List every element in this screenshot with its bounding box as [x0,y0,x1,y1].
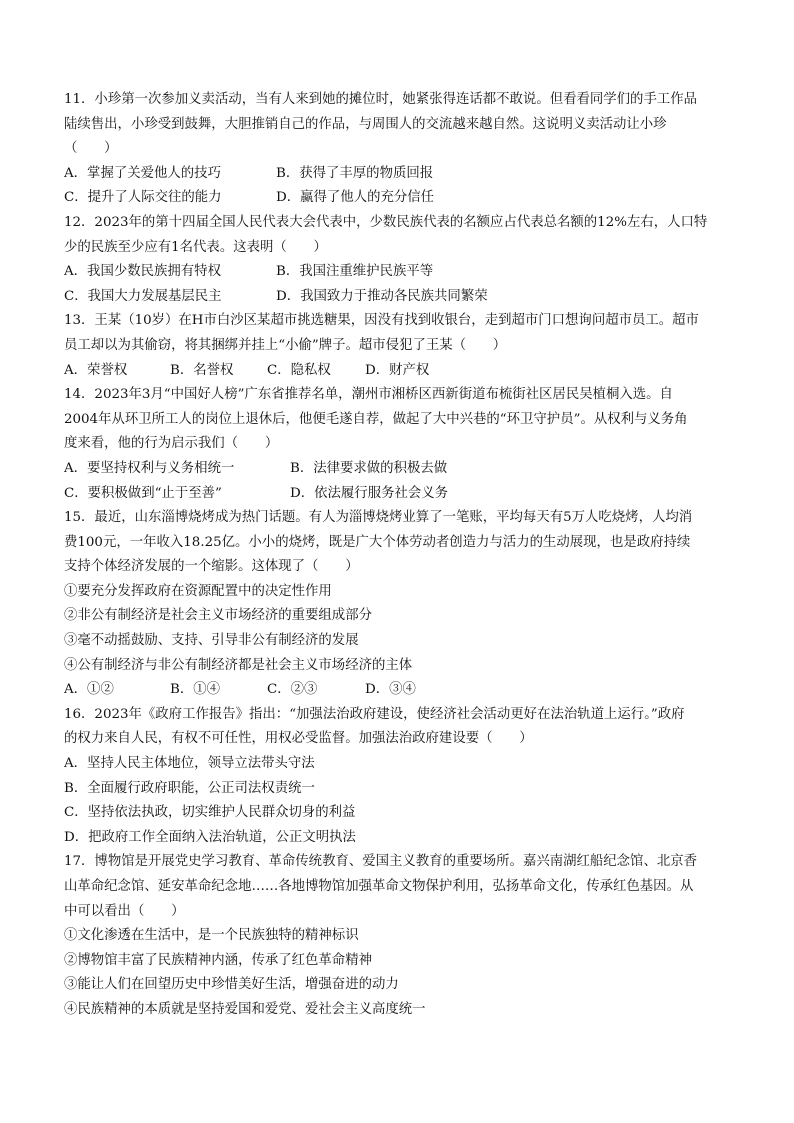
option-c[interactable]: C．②③ [267,682,318,698]
question-14-line-3: 度来看，他的行为启示我们（ ） [64,436,279,452]
option-b[interactable]: B．①④ [170,682,221,698]
question-14-options-row-2 [64,482,728,507]
option-d[interactable]: D．把政府工作全面纳入法治轨道，公正文明执法 [64,829,356,845]
question-17-line-1: 17．博物馆是开展党史学习教育、革命传统教育、爱国主义教育的重要场所。嘉兴南湖红船纪念馆、北京香 [64,854,698,870]
question-16-line-2: 的权力来自人民，有权不可任性，用权必受监督。加强法治政府建设要（ ） [64,731,533,747]
question-15-statement-2: ②非公有制经济是社会主义市场经济的重要组成部分 [64,608,372,624]
question-14-line-1: 14．2023年3月“中国好人榜”广东省推荐名单，潮州市湘桥区西新街道布梳街社区居民吴植桐入选。自 [64,387,673,403]
question-11 [64,88,728,211]
option-b[interactable]: B．获得了丰厚的物质回报 [276,165,434,181]
question-14-line-2: 2004年从环卫所工人的岗位上退休后，他便毛遂自荐，做起了大中兴巷的“环卫守护员”。从权利与义务角 [64,411,688,427]
option-a[interactable]: A．掌握了关爱他人的技巧 [64,165,221,181]
question-15-line-3: 支持个体经济发展的一个缩影。这体现了（ ） [64,559,359,575]
question-15-statement-3: ③毫不动摇鼓励、支持、引导非公有制经济的发展 [64,633,359,649]
question-13-line-2: 员工却以为其偷窃，将其捆绑并挂上“小偷”牌子。超市侵犯了王某（ ） [64,337,507,353]
question-15-statement-4: ④公有制经济与非公有制经济都是社会主义市场经济的主体 [64,657,413,673]
question-11-options-row-2 [64,186,728,211]
option-a[interactable]: A．坚持人民主体地位，领导立法带头守法 [64,756,315,772]
question-12-line-1: 12．2023年的第十四届全国人民代表大会代表中，少数民族代表的名额应占代表总名额的12%左右，人口特 [64,214,708,230]
question-17-line-2: 山革命纪念馆、延安革命纪念地……各地博物馆加强革命文物保护利用，弘扬革命文化，传承红色基因。从 [64,879,694,894]
option-a[interactable]: A．我国少数民族拥有特权 [64,264,221,280]
question-14-options-row-1 [64,457,728,482]
question-12-options-row-1 [64,260,728,285]
option-a[interactable]: A．①② [64,682,114,698]
option-c[interactable]: C．提升了人际交往的能力 [64,190,222,206]
question-15-options-row [64,678,728,703]
question-14 [64,383,728,506]
option-b[interactable]: B．法律要求做的积极去做 [290,460,448,476]
option-a[interactable]: A．要坚持权利与义务相统一 [64,460,235,476]
question-12-line-2: 少的民族至少应有1名代表。这表明（ ） [64,239,327,255]
option-c[interactable]: C．坚持依法执政，切实维护人民群众切身的利益 [64,805,356,821]
question-12-options-row-2 [64,285,728,310]
option-d[interactable]: D．我国致力于推动各民族共同繁荣 [276,288,488,304]
option-b[interactable]: B．我国注重维护民族平等 [276,264,434,280]
question-17-statement-2: ②博物馆丰富了民族精神内涵，传承了红色革命精神 [64,952,372,968]
option-b[interactable]: B．名誉权 [170,362,234,378]
question-17 [64,850,728,1022]
question-list [64,88,728,1023]
option-c[interactable]: C．我国大力发展基层民主 [64,288,222,304]
question-17-line-3: 中可以看出（ ） [64,903,185,919]
option-b[interactable]: B．全面履行政府职能，公正司法权责统一 [64,780,315,796]
question-17-statement-1: ①文化渗透在生活中，是一个民族独特的精神标识 [64,928,359,944]
question-11-line-3: （ ） [64,141,118,157]
option-d[interactable]: D．依法履行服务社会义务 [290,485,449,501]
question-11-options-row-1 [64,162,728,187]
question-13-line-1: 13．王某（10岁）在H市白沙区某超市挑选糖果，因没有找到收银台，走到超市门口想询问超市员工。超市 [64,313,699,329]
question-15-line-2: 费100元，一年收入18.25亿。小小的烧烤，既是广大个体劳动者创造力与活力的生动展现，也是政府持续 [64,534,691,550]
option-d[interactable]: D．财产权 [365,362,430,378]
question-17-statement-3: ③能让人们在回望历史中珍惜美好生活，增强奋进的动力 [64,977,399,993]
option-d[interactable]: D．赢得了他人的充分信任 [276,190,435,206]
option-c[interactable]: C．隐私权 [267,362,331,378]
question-15 [64,506,728,703]
question-16 [64,703,728,851]
question-16-line-1: 16．2023年《政府工作报告》指出：“加强法治政府建设，使经济社会活动更好在法治轨道上运行。”政府 [64,706,685,722]
question-13-options-row [64,359,728,384]
question-17-statement-4: ④民族精神的本质就是坚持爱国和爱党、爱社会主义高度统一 [64,1001,426,1017]
question-15-line-1: 15．最近，山东淄博烧烤成为热门话题。有人为淄博烧烤业算了一笔账，平均每天有5万人吃烧烤，人均消 [64,510,693,526]
option-c[interactable]: C．要积极做到“止于至善” [64,485,222,501]
question-13 [64,309,728,383]
option-a[interactable]: A．荣誉权 [64,362,128,378]
question-15-statement-1: ①要充分发挥政府在资源配置中的决定性作用 [64,583,332,599]
question-11-line-2: 陆续售出，小珍受到鼓舞，大胆推销自己的作品，与周围人的交流越来越自然。这说明义卖活动让小珍 [64,116,667,132]
option-d[interactable]: D．③④ [365,682,416,698]
question-11-line-1: 11．小珍第一次参加义卖活动，当有人来到她的摊位时，她紧张得连话都不敢说。但看看同学们的手工作品 [64,92,698,107]
question-12 [64,211,728,309]
